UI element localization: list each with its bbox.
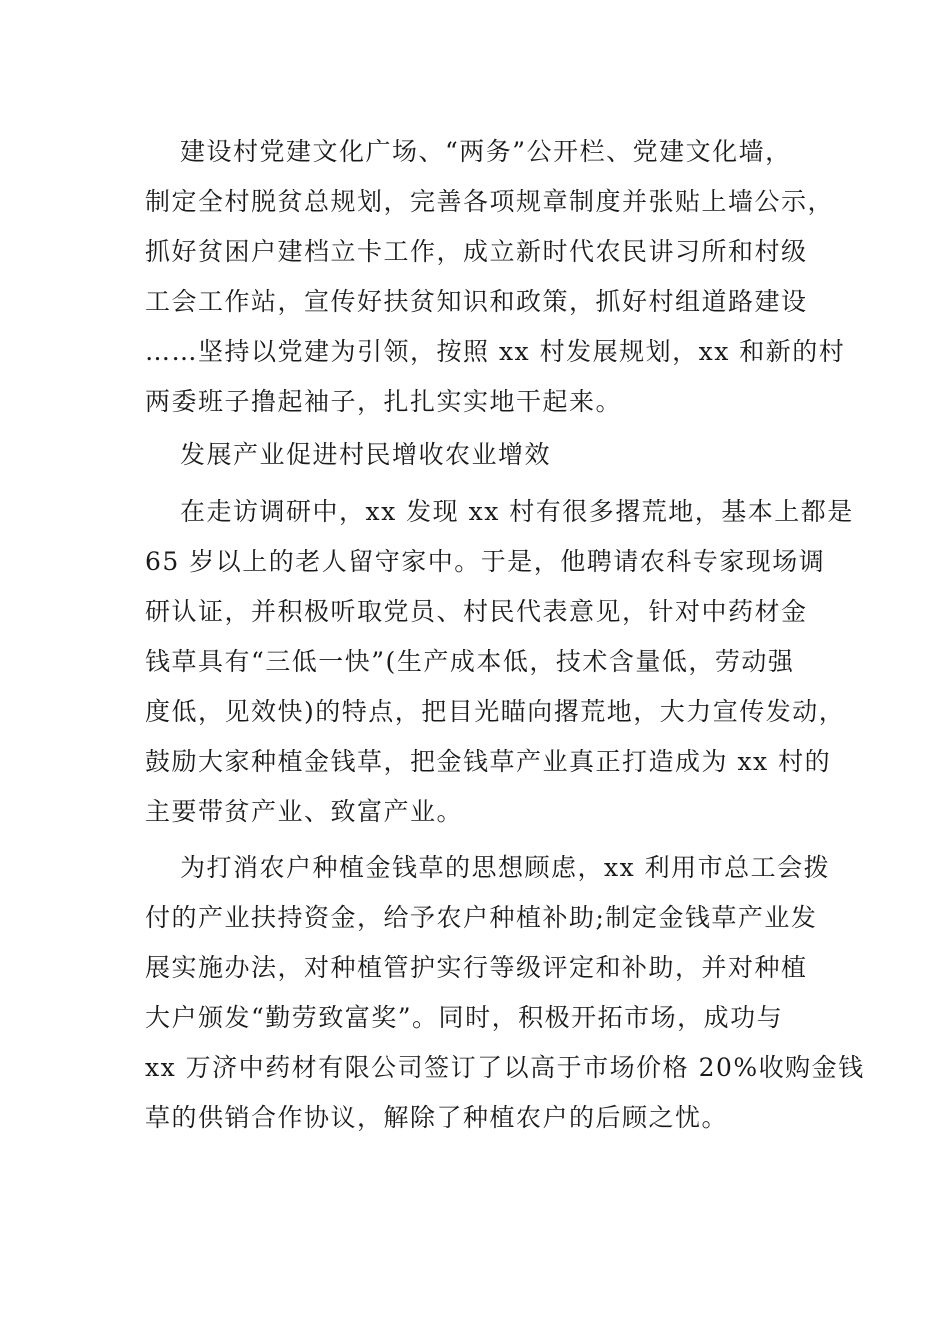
paragraph-4-line-6: 草的供销合作协议，解除了种植农户的后顾之忧。: [145, 1103, 729, 1132]
paragraph-3-line-5: 度低，见效快)的特点，把目光瞄向撂荒地，大力宣传发动，: [145, 697, 846, 726]
paragraph-3-line-1: 在走访调研中，xx 发现 xx 村有很多撂荒地，基本上都是: [180, 497, 854, 526]
paragraph-1-line-6: 两委班子撸起袖子，扎扎实实地干起来。: [145, 387, 623, 416]
section-heading: 发展产业促进村民增收农业增效: [180, 440, 552, 469]
paragraph-1-line-3: 抓好贫困户建档立卡工作，成立新时代农民讲习所和村级: [145, 237, 808, 266]
paragraph-3-line-2: 65 岁以上的老人留守家中。于是，他聘请农科专家现场调: [145, 547, 826, 576]
paragraph-4-line-4: 大户颁发“勤劳致富奖”。同时，积极开拓市场，成功与: [145, 1003, 784, 1032]
paragraph-1-line-2: 制定全村脱贫总规划，完善各项规章制度并张贴上墙公示，: [145, 187, 835, 216]
paragraph-3-line-7: 主要带贫产业、致富产业。: [145, 797, 464, 826]
paragraph-3-line-6: 鼓励大家种植金钱草，把金钱草产业真正打造成为 xx 村的: [145, 747, 832, 776]
paragraph-4-line-5: xx 万济中药材有限公司签订了以高于市场价格 20%收购金钱: [145, 1053, 865, 1082]
paragraph-1-line-4: 工会工作站，宣传好扶贫知识和政策，抓好村组道路建设: [145, 287, 808, 316]
paragraph-1-line-1: 建设村党建文化广场、“两务”公开栏、党建文化墙，: [180, 137, 792, 166]
paragraph-1-line-5: ……坚持以党建为引领，按照 xx 村发展规划，xx 和新的村: [145, 337, 846, 366]
paragraph-4-line-2: 付的产业扶持资金，给予农户种植补助;制定金钱草产业发: [145, 903, 818, 932]
paragraph-3-line-3: 研认证，并积极听取党员、村民代表意见，针对中药材金: [145, 597, 808, 626]
paragraph-4-line-3: 展实施办法，对种植管护实行等级评定和补助，并对种植: [145, 953, 808, 982]
paragraph-3-line-4: 钱草具有“三低一快”(生产成本低，技术含量低，劳动强: [145, 647, 795, 676]
paragraph-4-line-1: 为打消农户种植金钱草的思想顾虑，xx 利用市总工会拨: [180, 853, 831, 882]
